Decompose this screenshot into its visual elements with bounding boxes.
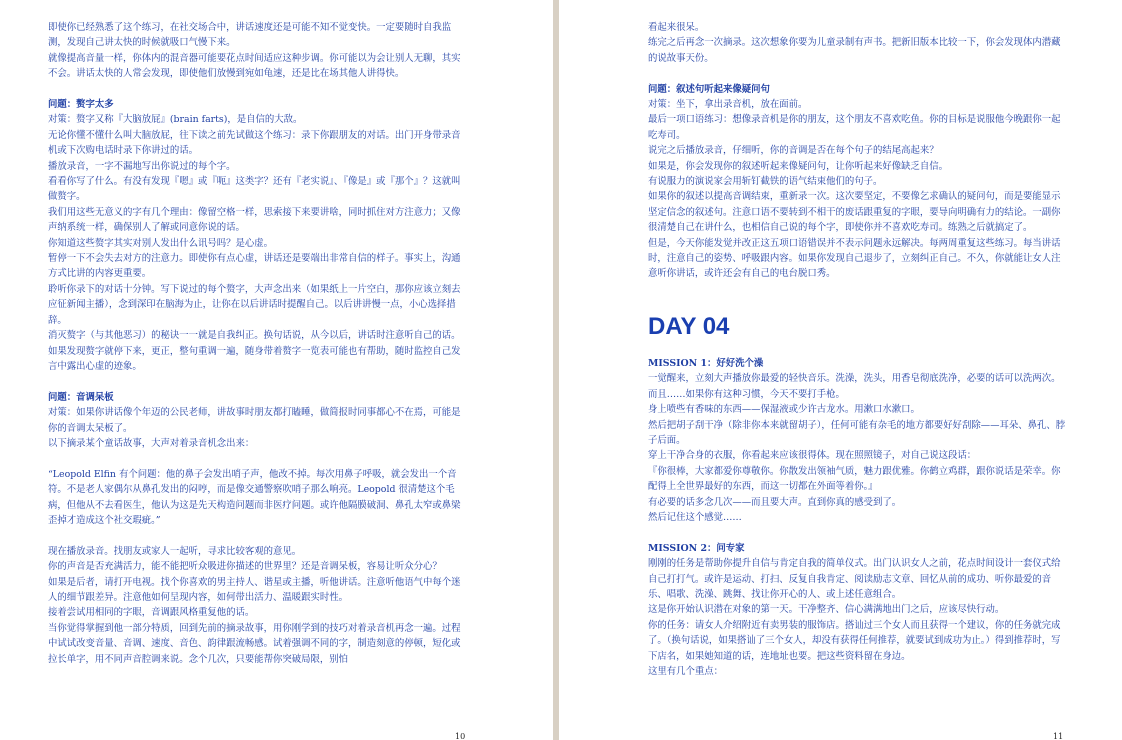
page-number: 11 <box>1053 732 1064 740</box>
paragraph: 然后记住这个感觉…… <box>648 511 742 523</box>
mission-heading: MISSION 1：好好洗个澡 <box>648 357 764 369</box>
paragraph: 看看你写了什么。有没有发现『嗯』或『呃』这类字？还有『老实说』、『像是』或『那个』？这就叫做赘字。 <box>48 176 461 203</box>
paragraph: 你的任务：请女人介绍附近有卖男装的服饰店。搭讪过三个女人而且获得一个建议，你的任务就完成了。（换句话说，如果搭讪了三个女人，却没有获得任何推荐，就要试到成功为止。）得到推荐时，写下店名，如果她知道的话，连地址也要。把这些资料留在身边。 <box>648 619 1061 662</box>
quoted-story: “Leopold Elfin 有个问题：他的鼻子会发出哨子声，他改不掉。每次用鼻子呼吸，就会发出一个音符。不是老人家偶尔从鼻孔发出的闷哼，而是像交通警察吹哨子那么响亮。Leopold 很清楚这个毛病，但他从不去看医生，他认为这是先天构造问题而非医疗问题。或许他隔膜破洞、鼻孔太窄或鼻梁歪掉才造成这个社交瑕疵。” <box>48 468 461 526</box>
paragraph: 最后一项口语练习：想像录音机是你的朋友，这个朋友不喜欢吃鱼。你的目标是说服他今晚跟你一起吃寿司。 <box>648 114 1061 141</box>
paragraph: 现在播放录音。找朋友或家人一起听，寻求比较客观的意见。 <box>48 545 302 557</box>
paragraph: 当你觉得掌握到他一部分特质，回到先前的摘录故事，用你刚学到的技巧对着录音机再念一遍。过程中试试改变音量、音调、速度、音色、韵律跟流畅感。试着强调不同的字，制造刻意的停顿，短化或拉长单字，用不同声音腔调来说。念个几次，只要能帮你突破局限，别怕 <box>48 622 461 665</box>
paragraph: 你的声音是否充满活力，能不能把听众吸进你描述的世界里？还是音调呆板，容易让听众分心？ <box>48 561 442 573</box>
section-heading: 问题：赘字太多 <box>48 99 114 111</box>
paragraph: 然后把胡子刮干净（除非你本来就留胡子），任何可能有杂毛的地方都要好好刮除——耳朵、鼻孔、脖子后面。 <box>648 419 1066 446</box>
paragraph: 这是你开始认识潜在对象的第一天。干净整齐、信心满满地出门之后，应该尽快行动。 <box>648 604 1005 616</box>
paragraph: 刚刚的任务是帮助你提升自信与肯定自我的简单仪式。出门认识女人之前，花点时间设计一套仪式给自己打打气。或许是运动、打扫、反复自我肯定、阅读励志文章、回忆从前的成功、听你最爱的音乐、唱歌、洗澡、跳舞、找让你开心的人、或上述任意组合。 <box>648 558 1061 600</box>
paragraph: 『你很棒，大家都爱你尊敬你。你散发出领袖气质，魅力跟优雅。你鹤立鸡群，跟你说话是荣幸。你配得上全世界最好的东西，而这一切都在外面等着你。』 <box>648 465 1061 493</box>
paragraph: 你知道这些赘字其实对别人发出什么讯号吗？是心虚。 <box>48 237 274 249</box>
paragraph: 身上喷些有香味的东西——保湿液或少许古龙水。用漱口水漱口。 <box>648 404 920 416</box>
paragraph: 对策：如果你讲话像个年迈的公民老师，讲故事时朋友都打瞌睡，做简报时同事都心不在焉，可能是你的音调太呆板了。 <box>48 407 461 434</box>
paragraph: 如果你的叙述以提高音调结束，重新录一次。这次要坚定，不要像乞求确认的疑问句，而是要能显示坚定信念的叙述句。注意口语不要转到不相干的废话跟重复的字眼，要导向明确有力的结论。一副你很清楚自己在讲什么，也相信自己说的每个字，即使你并不喜欢吃寿司。练熟之后就搞定了。 <box>648 191 1061 234</box>
paragraph: 说完之后播放录音，仔细听，你的音调是否在每个句子的结尾高起来？ <box>648 145 939 157</box>
right-page-content <box>648 20 1068 679</box>
paragraph: 看起来很呆。 <box>648 22 705 33</box>
paragraph: 消灭赘字（与其他恶习）的秘诀一一就是自我纠正。换句话说，从今以后，讲话时注意听自己的话。如果发现赘字就停下来，更正，整句重调一遍，随身带着赘字一览表可能也有帮助，随时监控自己发言中露出心虚的迹象。 <box>48 330 461 372</box>
paragraph: 有说服力的演说家会用斩钉截铁的语气结束他们的句子。 <box>648 176 883 188</box>
left-page-content <box>48 20 468 667</box>
page-number: 10 <box>455 732 466 740</box>
day-heading: DAY 04 <box>648 312 730 340</box>
right-page <box>559 0 1112 740</box>
paragraph: 这里有几个重点： <box>648 666 724 677</box>
paragraph: 无论你懂不懂什么叫大脑放屁，往下读之前先试做这个练习：录下你跟朋友的对话。出门开身带录音机或下次购电话时录下你讲过的话。 <box>48 129 461 157</box>
paragraph: 但是，今天你能发觉并改正这五项口语错误并不表示问题永远解决。每两周重复这些练习。每当讲话时，注意自己的姿势、呼吸跟内容。如果你发现自己退步了，立刻纠正自己。不久，你就能让女人注意听你讲话，或许还会有自己的电台脱口秀。 <box>648 237 1061 280</box>
paragraph: 对策：坐下，拿出录音机，放在面前。 <box>648 99 808 111</box>
paragraph: 一觉醒来，立刻大声播放你最爱的轻快音乐。洗澡，洗头，用香皂彻底洗净，必要的话可以洗两次。而且……如果你有这种习惯，今天不要打手枪。 <box>648 373 1061 400</box>
paragraph: 穿上干净合身的衣服，你看起来应该很得体。现在照照镜子，对自己说这段话： <box>648 450 977 462</box>
paragraph: 即使你已经熟悉了这个练习，在社交场合中，讲话速度还是可能不知不觉变快。一定要随时自我监测，发现自己讲太快的时候就吸口气慢下来。 <box>48 22 452 49</box>
paragraph: 对策：赘字又称『大脑放屁』(brain farts)，是自信的大敌。 <box>48 114 303 126</box>
paragraph: 接着尝试用相同的字眼，音调跟风格重复他的话。 <box>48 607 255 619</box>
paragraph: 以下摘录某个童话故事，大声对着录音机念出来： <box>48 437 255 449</box>
paragraph: 如果是，你会发现你的叙述听起来像疑问句，让你听起来好像缺乏自信。 <box>648 160 949 172</box>
left-page <box>0 0 553 740</box>
paragraph: 播放录音，一字不漏地写出你说过的每个字。 <box>48 160 236 172</box>
paragraph: 练完之后再念一次摘录。这次想象你要为儿童录制有声书。把新旧版本比较一下，你会发现体内潜藏的说故事天份。 <box>648 37 1061 64</box>
paragraph: 有必要的话多念几次——而且要大声。直到你真的感受到了。 <box>648 496 902 508</box>
paragraph: 暂停一下不会失去对方的注意力。即使你有点心虚，讲话还是要端出非常自信的样子。事实上，沟通方式比讲的内容更重要。 <box>48 253 461 280</box>
section-heading: 问题：音调呆板 <box>48 391 114 403</box>
paragraph: 我们用这些无意义的字有几个理由：像留空格一样，思索接下来要讲啥，同时抓住对方注意力；又像声纳系统一样，确保别人了解或同意你说的话。 <box>48 206 461 234</box>
mission-heading: MISSION 2：问专家 <box>648 542 745 554</box>
paragraph: 如果是后者，请打开电视。找个你喜欢的男主持人、谐星或主播，听他讲话。注意听他语气中每个迷人的细节跟差异。注意他如何呈现内容，如何带出活力、温暖跟实时性。 <box>48 576 461 603</box>
paragraph: 聆听你录下的对话十分钟。写下说过的每个赘字，大声念出来（如果纸上一片空白，那你应该立刻去应征新闻主播），念到深印在脑海为止，让你在以后讲话时提醒自己。以后讲讲慢一点，小心选择措辞。 <box>48 283 461 326</box>
paragraph: 就像提高音量一样，你体内的混音器可能要花点时间适应这种步调。你可能以为会让别人无聊，其实不会。讲话太快的人常会发现，即使他们放慢到宛如龟速，还是比在场其他人讲得快。 <box>48 52 461 80</box>
section-heading: 问题：叙述句听起来像疑问句 <box>648 83 770 95</box>
